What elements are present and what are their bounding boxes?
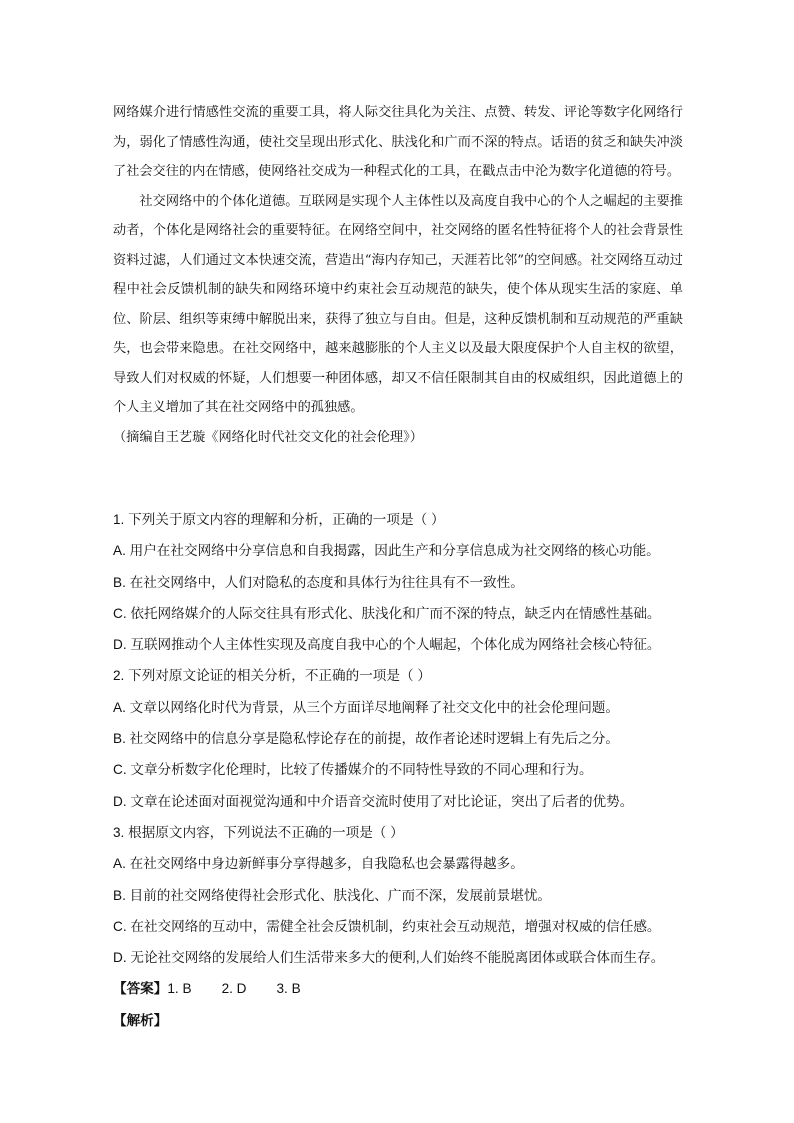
question-3-stem: 3. 根据原文内容，下列说法不正确的一项是（ ）: [113, 824, 404, 840]
question-3-option-d: D. 无论社交网络的发展给人们生活带来多大的便利,人们始终不能脱离团体或联合体而生存。: [113, 950, 665, 966]
question-1-option-d: D. 互联网推动个人主体性实现及高度自我中心的个人崛起，个体化成为网络社会核心特征。: [113, 637, 661, 653]
analysis-tag: 【解析】: [113, 1012, 168, 1028]
passage-paragraph-1: 网络媒介进行情感性交流的重要工具，将人际交往具化为关注、点赞、转发、评论等数字化网络行为，弱化了情感性沟通，使社交呈现出形式化、肤浅化和广而不深的特点。话语的贫乏和缺失冲淡了社会交往的内在情感，使网络社交成为一种程式化的工具，在戳点击中沦为数字化道德的符号。: [113, 105, 683, 179]
question-list: [113, 504, 693, 1036]
question-3-option-c: C. 在社交网络的互动中，需健全社会反馈机制，约束社会互动规范，增强对权威的信任感。: [113, 918, 661, 934]
question-2-option-d: D. 文章在论述面对面视觉沟通和中介语音交流时使用了对比论证，突出了后者的优势。: [113, 793, 634, 809]
answer-2: 2. D: [221, 981, 247, 997]
passage-source: （摘编自王艺璇《网络化时代社交文化的社会伦理》）: [113, 429, 423, 445]
question-2-option-a: A. 文章以网络化时代为背景，从三个方面详尽地阐释了社交文化中的社会伦理问题。: [113, 699, 619, 715]
question-3-option-a: A. 在社交网络中身边新鲜事分享得越多，自我隐私也会暴露得越多。: [113, 856, 524, 872]
question-1-option-a: A. 用户在社交网络中分享信息和自我揭露，因此生产和分享信息成为社交网络的核心功能。: [113, 543, 660, 559]
question-3-option-b: B. 目前的社交网络使得社会形式化、肤浅化、广而不深，发展前景堪忧。: [113, 887, 552, 903]
question-1-option-b: B. 在社交网络中，人们对隐私的态度和具体行为往往具有不一致性。: [113, 574, 524, 590]
question-1-stem: 1. 下列关于原文内容的理解和分析，正确的一项是（ ）: [113, 512, 445, 527]
question-2-option-b: B. 社交网络中的信息分享是隐私悖论存在的前提，故作者论述时逻辑上有先后之分。: [113, 731, 619, 747]
reading-passage: [113, 98, 683, 452]
answer-tag: 【答案】: [113, 981, 168, 997]
answer-1: 1. B: [167, 981, 192, 997]
answer-line: [113, 973, 693, 1004]
question-1-option-c: C. 依托网络媒介的人际交往具有形式化、肤浅化和广而不深的特点，缺乏内在情感性基础。: [113, 605, 661, 621]
passage-paragraph-2: 社交网络中的个体化道德。互联网是实现个人主体性以及高度自我中心的个人之崛起的主要推动者，个体化是网络社会的重要特征。在网络空间中，社交网络的匿名性特征将个人的社会背景性资料过滤，人们通过文本快速交流，营造出“海内存知己，天涯若比邻”的空间感。社交网络互动过程中社会反馈机制的缺失和网络环境中约束社会互动规范的缺失，使个体从现实生活的家庭、单位、阶层、组织等束缚中解脱出来，获得了独立与自由。但是，这种反馈机制和互动规范的严重缺失，也会带来隐患。在社交网络中，越来越膨胀的个人主义以及最大限度保护个人自主权的欲望，导致人们对权威的怀疑，人们想要一种团体感，却又不信任限制其自由的权威组织，因此道德上的个人主义增加了其在社交网络中的孤独感。: [113, 193, 683, 415]
question-2-stem: 2. 下列对原文论证的相关分析，不正确的一项是（ ）: [113, 668, 431, 684]
question-2-option-c: C. 文章分析数字化伦理时，比较了传播媒介的不同特性导致的不同心理和行为。: [113, 762, 593, 778]
answer-3: 3. B: [276, 981, 301, 997]
